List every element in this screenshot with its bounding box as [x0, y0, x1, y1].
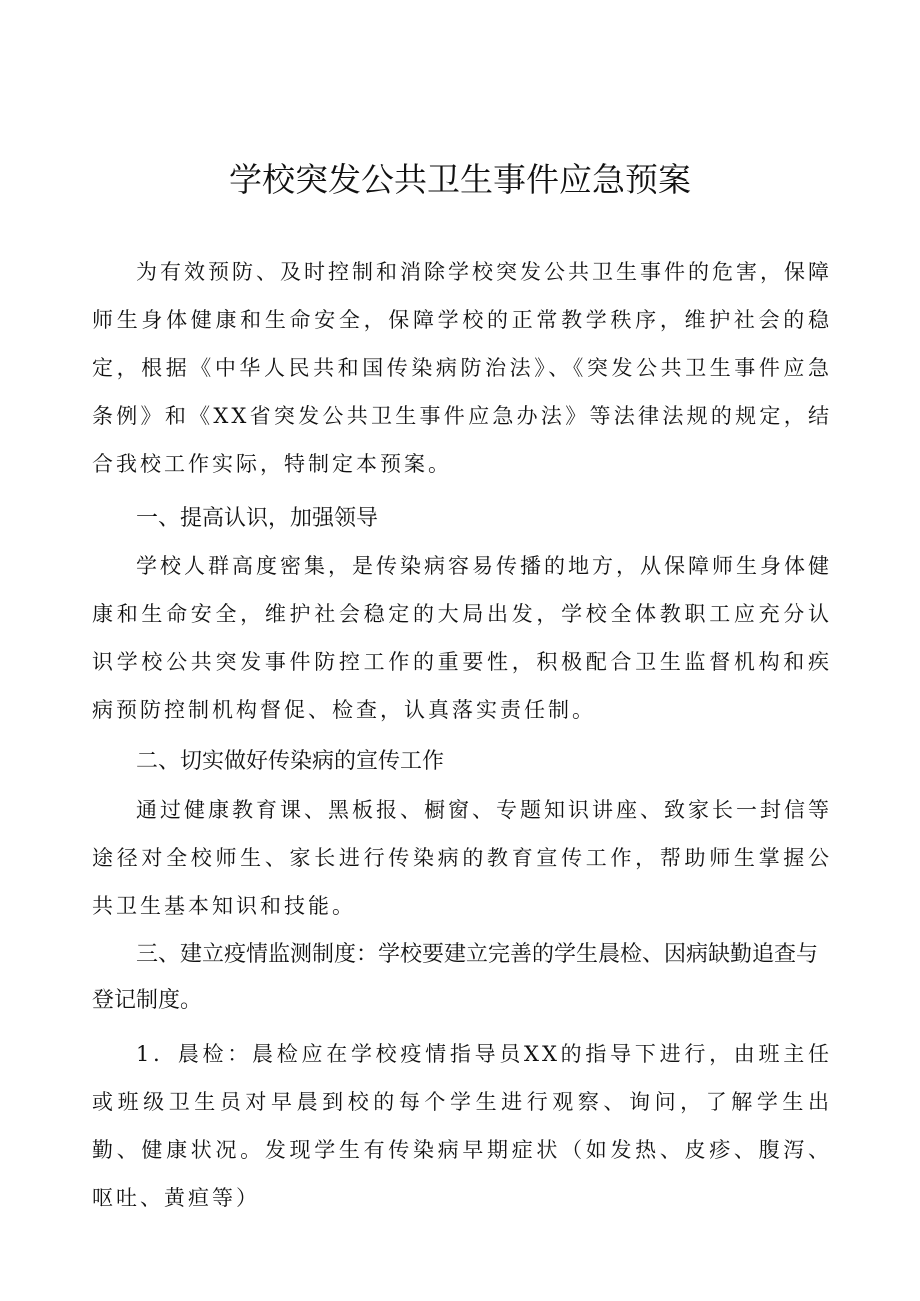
intro-paragraph: 为有效预防、及时控制和消除学校突发公共卫生事件的危害，保障师生身体健康和生命安全，保障学校的正常教学秩序，维护社会的稳定，根据《中华人民共和国传染病防治法》、《突发公共卫生事件应急条例》和《XX省突发公共卫生事件应急办法》等法律法规的规定，结合我校工作实际，特制定本预案。: [92, 260, 832, 476]
section-1-paragraph: 学校人群高度密集，是传染病容易传播的地方，从保障师生身体健康和生命安全，维护社会稳定的大局出发，学校全体教职工应充分认识学校公共突发事件防控工作的重要性，积极配合卫生监督机构和疾病预防控制机构督促、检查，认真落实责任制。: [92, 554, 832, 722]
section-3-paragraph: 1．晨检：晨检应在学校疫情指导员XX的指导下进行，由班主任或班级卫生员对早晨到校的每个学生进行观察、询问，了解学生出勤、健康状况。发现学生有传染病早期症状（如发热、皮疹、腹泻、呕吐、黄疸等）: [92, 1042, 832, 1210]
section-3-heading: 三、建立疫情监测制度：学校要建立完善的学生晨检、因病缺勤追查与登记制度。: [92, 942, 819, 1013]
document-title: 学校突发公共卫生事件应急预案: [229, 160, 691, 199]
section-2-heading: 二、切实做好传染病的宣传工作: [136, 749, 445, 774]
section-2-paragraph: 通过健康教育课、黑板报、橱窗、专题知识讲座、致家长一封信等途径对全校师生、家长进行传染病的教育宣传工作，帮助师生掌握公共卫生基本知识和技能。: [92, 798, 832, 918]
section-1-heading: 一、提高认识，加强领导: [136, 506, 379, 531]
